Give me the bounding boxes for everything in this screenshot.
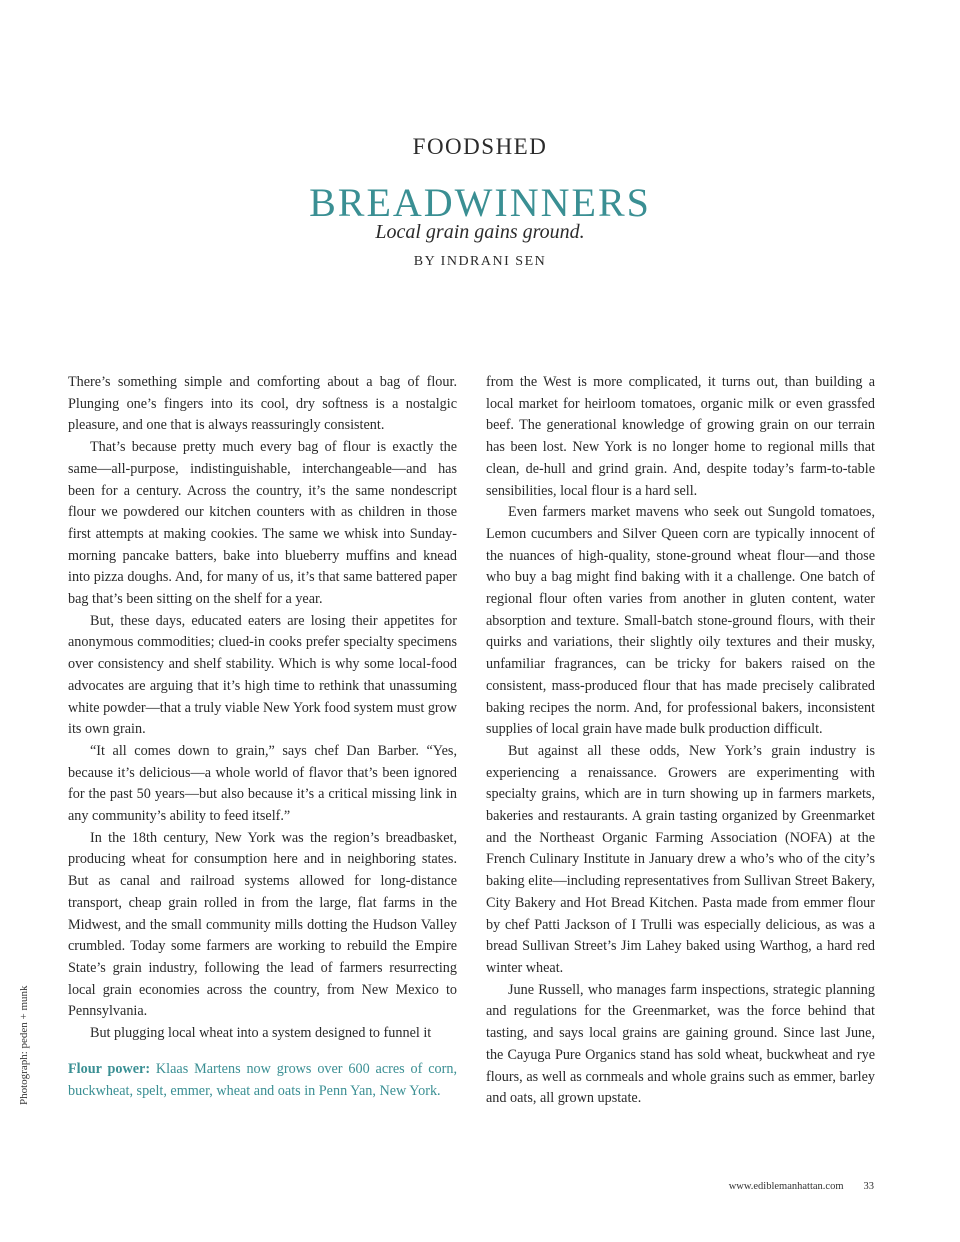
paragraph: That’s because pretty much every bag of flour is exactly the same—all-purpose, indistinguishable, interchangeable—and has been for a century. Across the country, it’s the same nondescript flour we powdered our kitchen counters with as children in those first attempts at making cookies. The same we whisk into Sunday-morning pancake batters, bake into blueberry muffins and knead into pizza doughs. And, for many of us, it’s that same battered paper bag that’s been sitting on the shelf for a year. xyxy=(68,439,457,608)
caption-text: Klaas Martens now grows over 600 acres of corn, buckwheat, spelt, emmer, wheat and oats in Penn Yan, New York. xyxy=(68,1060,458,1099)
paragraph: But plugging local wheat into a system designed to funnel it xyxy=(90,1025,432,1042)
left-column xyxy=(68,372,457,1102)
paragraph: But, these days, educated eaters are losing their appetites for anonymous commodities; clued-in cooks prefer specialty specimens over consistency and shelf stability. Which is why some local-food advocates are arguing that it’s high time to rethink that unassuming white powder—that a truly viable New York food system must grow its own grain. xyxy=(68,612,457,738)
page-number: 33 xyxy=(863,1181,874,1192)
paragraph: from the West is more complicated, it turns out, than building a local market for heirloom tomatoes, organic milk or even grassfed beef. The generational knowledge of growing grain on our terrain has been lost. New York is no longer home to regional mills that clean, de-hull and grind grain. And, despite today’s farm-to-table sensibilities, local flour is a hard sell. xyxy=(486,374,875,499)
paragraph: In the 18th century, New York was the region’s breadbasket, producing wheat for consumption here and in neighboring states. But as canal and railroad systems allowed for long-distance transport, cheap grain rolled in from the large, flat farms in the Midwest, and the small community mills dotting the Hudson Valley crumbled. Today some farmers are working to rebuild the Empire State’s grain industry, following the lead of farmers resurrecting local grain economies across the country, from New Mexico to Pennsylvania. xyxy=(68,829,457,1020)
photo-caption xyxy=(68,1059,457,1102)
right-column xyxy=(486,372,875,1110)
paragraph: June Russell, who manages farm inspections, strategic planning and regulations for the Greenmarket, was the force behind that tasting, and says local grains are gaining ground. Since last June, the Cayuga Pure Organics stand has sold wheat, buckwheat and rye flours, as well as cornmeals and whole grains such as emmer, barley and oats, all grown upstate. xyxy=(486,981,875,1107)
paragraph: But against all these odds, New York’s grain industry is experiencing a renaissance. Growers are experimenting with specialty grains, which are in turn showing up in farmers markets, bakeries and restaurants. A grain tasting organized by Greenmarket and the Northeast Organic Farming Association (NOFA) at the French Culinary Institute in January drew a who’s who of the city’s baking elite—including representatives from Sullivan Street Bakery, City Bakery and Hot Bread Kitchen. Pasta made from emmer flour by chef Patti Jackson of I Trulli was especially delicious, as was a bread Sullivan Street’s Jim Lahey baked using Warthog, a hard red winter wheat. xyxy=(486,742,875,976)
article-deck: Local grain gains ground. xyxy=(375,221,585,243)
paragraph: “It all comes down to grain,” says chef Dan Barber. “Yes, because it’s delicious—a whole world of flavor that’s been ignored for the past 50 years—but also because it’s a critical missing link in any community’s ability to feed itself.” xyxy=(68,742,457,825)
byline: BY INDRANI SEN xyxy=(413,254,547,269)
photo-credit: Photograph: peden + munk xyxy=(18,985,30,1105)
section-label: FOODSHED xyxy=(412,134,548,159)
paragraph: There’s something simple and comforting about a bag of flour. Plunging one’s fingers into its cool, dry softness is a nostalgic pleasure, and one that is always reassuringly consistent. xyxy=(68,374,457,434)
paragraph: Even farmers market mavens who seek out Sungold tomatoes, Lemon cucumbers and Silver Queen corn are typically innocent of the nuances of high-quality, stone-ground wheat flour—and those who buy a bag might find baking with it a challenge. One batch of regional flour often varies from another in gluten content, water absorption and texture. Small-batch stone-ground flours, with their quirks and variations, their slightly oily textures and their musky, unfamiliar fragrances, can be tricky for bakers raised on the consistent, mass-produced flour that has made precisely calibrated baking recipes the norm. And, for professional bakers, inconsistent supplies of local grain have made bulk production difficult. xyxy=(486,504,875,738)
page-footer xyxy=(729,1181,874,1192)
caption-label: Flour power: xyxy=(68,1060,151,1077)
article-title: BREADWINNERS xyxy=(309,180,651,225)
footer-url: www.ediblemanhattan.com xyxy=(728,1181,844,1192)
